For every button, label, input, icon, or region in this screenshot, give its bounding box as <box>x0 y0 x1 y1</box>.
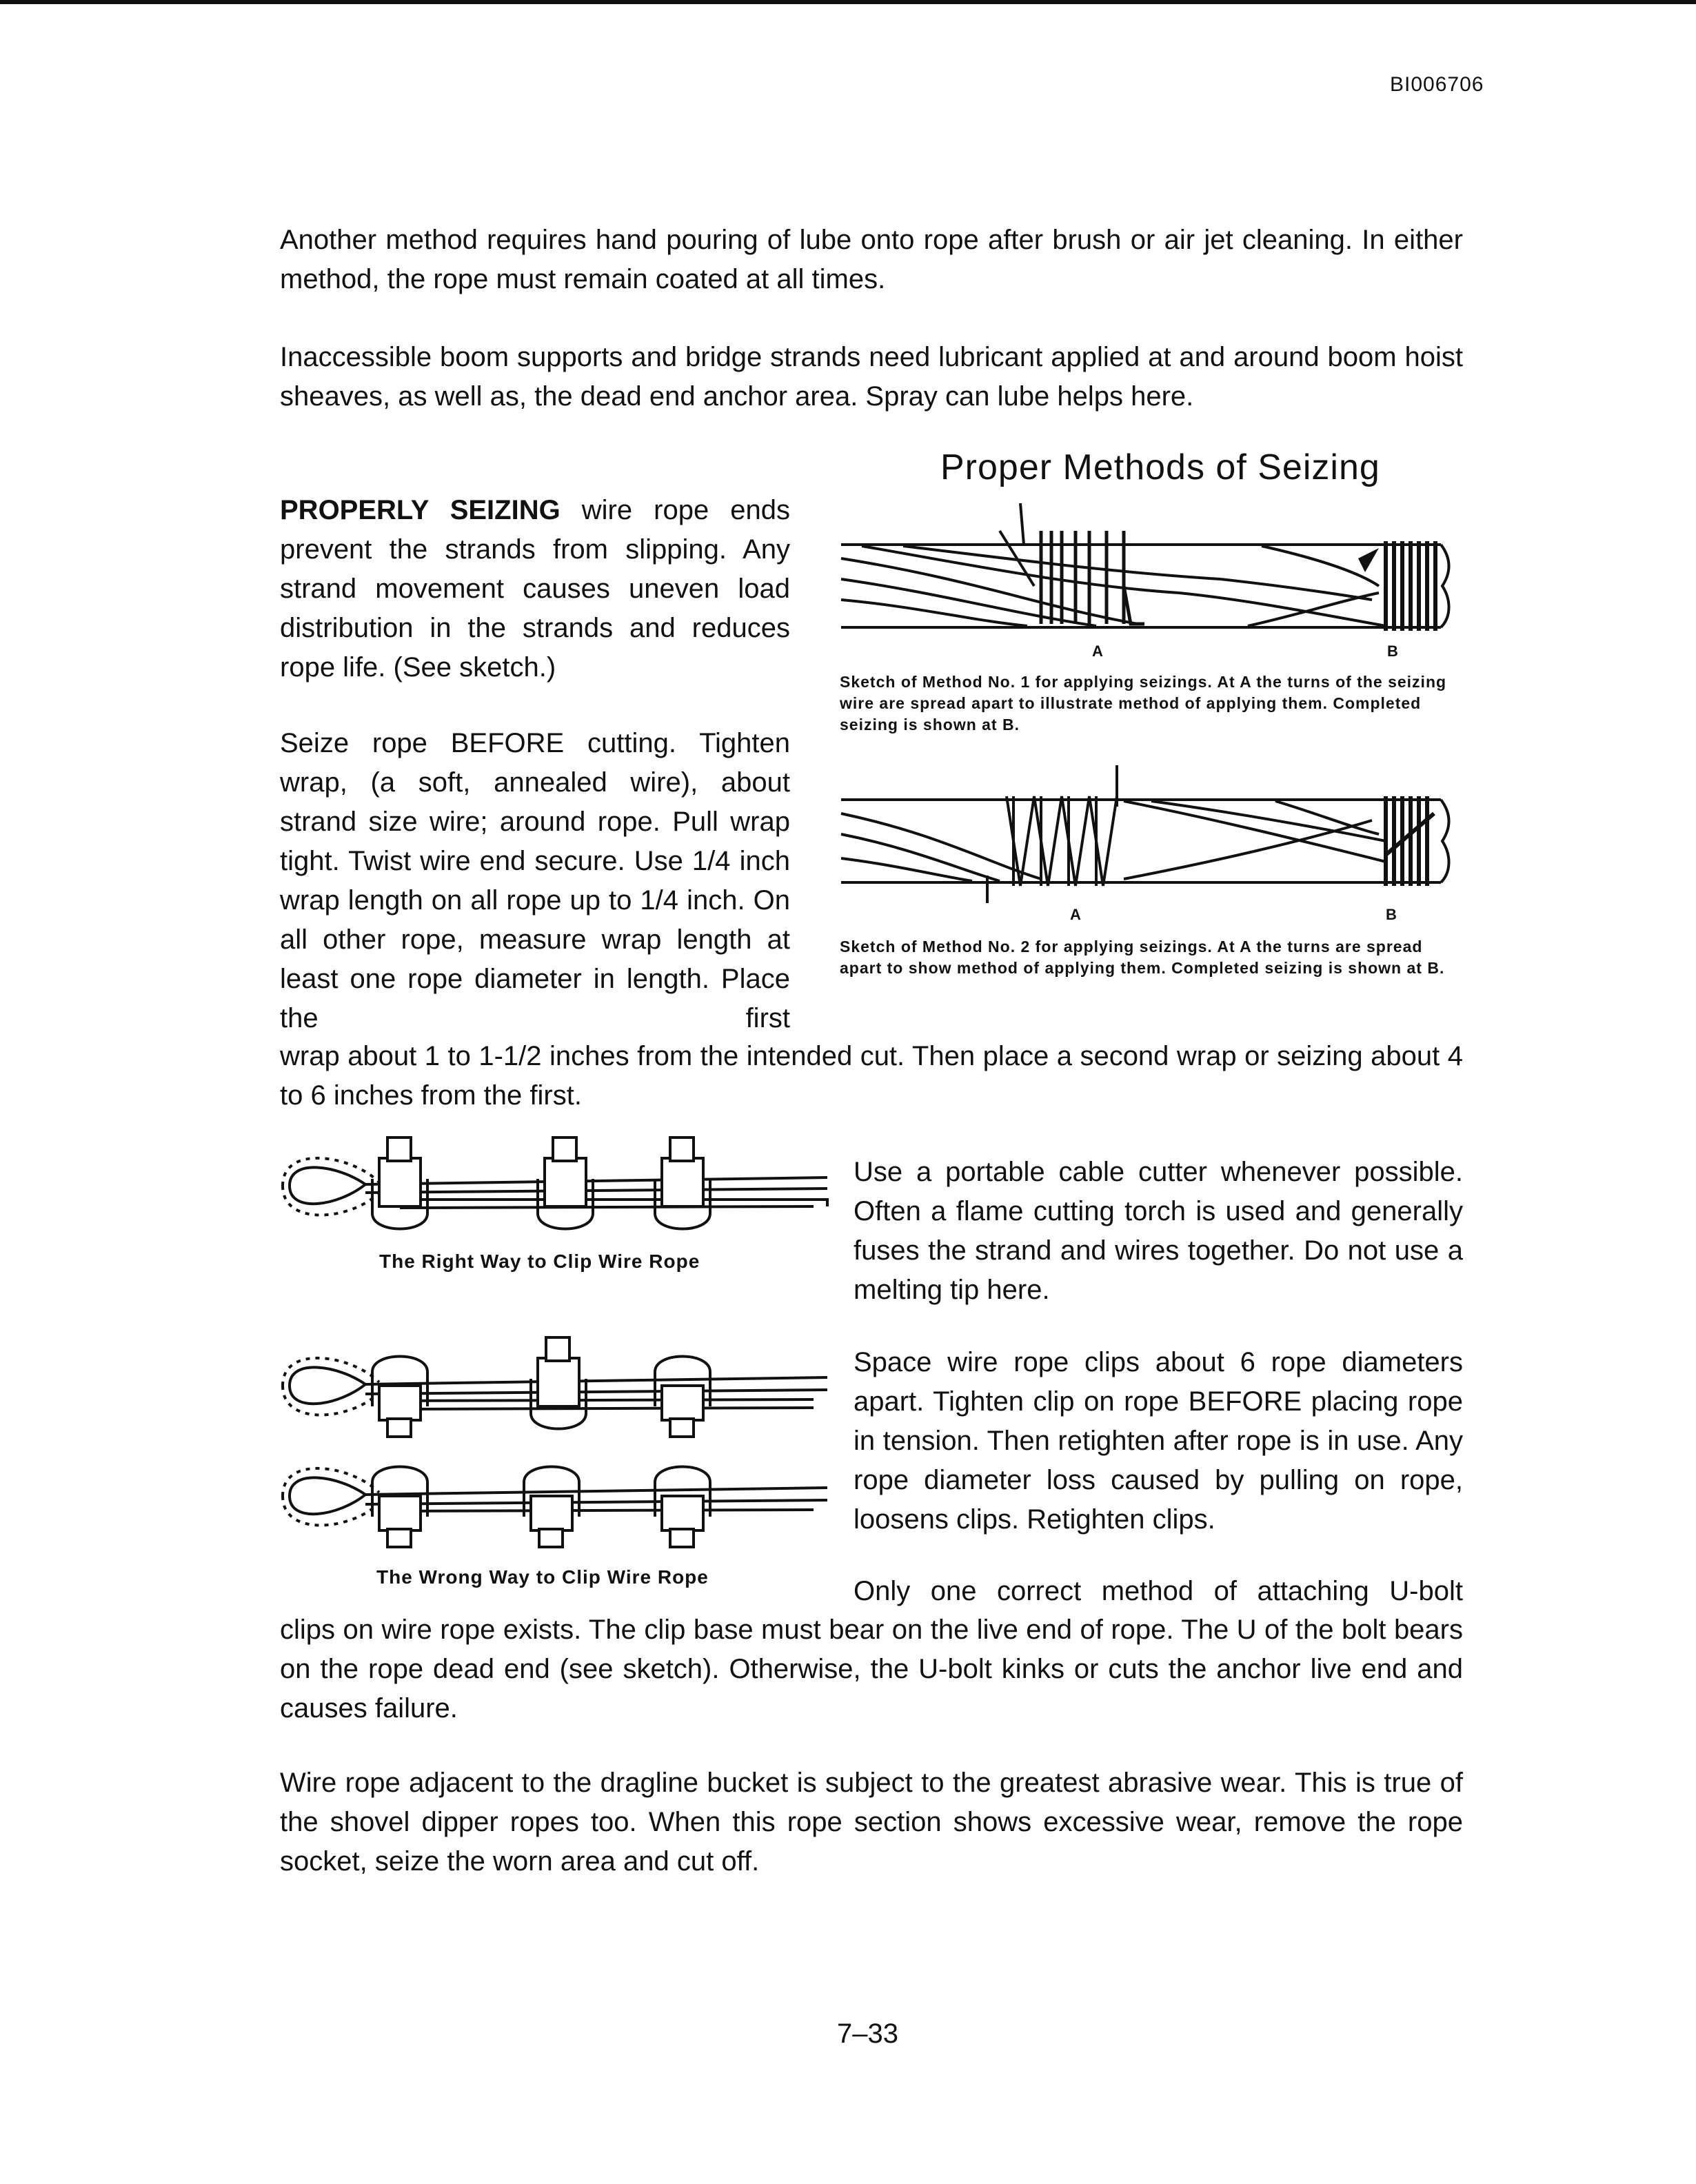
seizing-method-1-sketch <box>834 503 1455 641</box>
paragraph-ubolt-lead: Only one correct method of attaching U-bolt <box>854 1576 1463 1606</box>
sketch2-caption: Sketch of Method No. 2 for applying seizings. At A the turns are spread apart to show method of applying them. Completed seizing is shown at B. <box>840 938 1445 977</box>
paragraph-dragline: Wire rope adjacent to the dragline bucket is subject to the greatest abrasive wear. This is true of the shovel dipper ropes too. When this rope section shows excessive wear, remove the rope socket, seize the worn area and cut off. <box>280 1768 1463 1877</box>
wrong-way-clip-sketch <box>276 1331 841 1558</box>
paragraph-ubolt: clips on wire rope exists. The clip base must bear on the live end of rope. The U of the bolt bears on the rope dead end (see sketch). Otherwise, the U-bolt kinks or cuts the anchor live end and causes failure. <box>280 1615 1463 1723</box>
seizing-text: wire rope ends prevent the strands from slipping. Any strand movement causes uneven load distribution in the strands and reduces rope life. (See sketch.) <box>280 495 790 682</box>
page-number: 7–33 <box>837 2019 898 2049</box>
paragraph-seize-cut-continued: wrap about 1 to 1-1/2 inches from the intended cut. Then place a second wrap or seizing about 4 to 6 inches from the first. <box>280 1041 1463 1111</box>
top-rule <box>0 0 1696 4</box>
right-way-clip-sketch <box>276 1131 841 1241</box>
paragraph-boom: Inaccessible boom supports and bridge strands need lubricant applied at and around boom hoist sheaves, as well as, the dead end anchor area. Spray can lube helps here. <box>280 342 1463 412</box>
paragraph-seizing <box>280 491 790 687</box>
sketch2-label-b: B <box>1386 906 1397 923</box>
paragraph-seize-cut: Seize rope BEFORE cutting. Tighten wrap, (a soft, annealed wire), about strand size wire; around rope. Pull wrap tight. Twist wire end secure. Use 1/4 inch wrap length on all rope up to 1/4 inch. On all other rope, measure wrap length at least one rope diameter in length. Place the first <box>280 728 790 1033</box>
seizing-lead: PROPERLY SEIZING <box>280 495 561 525</box>
right-way-caption: The Right Way to Clip Wire Rope <box>379 1251 700 1272</box>
sketch1-caption: Sketch of Method No. 1 for applying seizings. At A the turns of the seizing wire are spread apart to illustrate method of applying them. Completed seizing is shown at B. <box>840 673 1447 734</box>
paragraph-clips: Space wire rope clips about 6 rope diameters apart. Tighten clip on rope BEFORE placing rope in tension. Then retighten after rope is in use. Any rope diameter loss caused by pulling on rope, loosens clips. Retighten clips. <box>854 1347 1463 1535</box>
sketch2-label-a: A <box>1070 906 1081 923</box>
document-id: BI006706 <box>1390 73 1484 96</box>
sketch1-label-a: A <box>1092 643 1103 660</box>
paragraph-cutter: Use a portable cable cutter whenever possible. Often a flame cutting torch is used and generally fuses the strand and wires together. Do not use a melting tip here. <box>854 1157 1463 1305</box>
wrong-way-caption: The Wrong Way to Clip Wire Rope <box>376 1566 709 1588</box>
seizing-method-2-sketch <box>834 765 1455 903</box>
sketch1-label-b: B <box>1387 643 1398 660</box>
paragraph-intro: Another method requires hand pouring of lube onto rope after brush or air jet cleaning. In either method, the rope must remain coated at all times. <box>280 225 1463 294</box>
seizing-heading: Proper Methods of Seizing <box>940 447 1380 487</box>
